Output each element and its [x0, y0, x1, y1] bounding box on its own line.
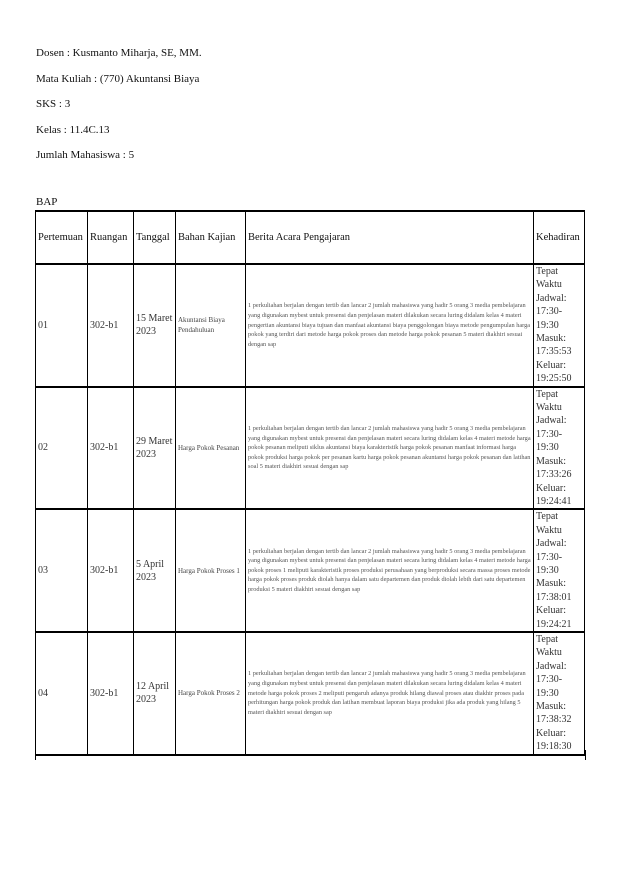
attendance-line: Masuk: — [536, 701, 566, 712]
attendance-line: Waktu — [536, 647, 562, 659]
attendance-line: 17:38:01 — [536, 591, 572, 603]
attendance-line: Jadwal: — [536, 415, 567, 427]
attendance-line: Jadwal: — [536, 660, 567, 672]
meeting-number: 02 — [36, 387, 88, 510]
header-meeting: Pertemuan — [36, 211, 88, 264]
attendance-line: Tepat — [536, 511, 559, 523]
student-count-line: Jumlah Mahasiswa : 5 — [36, 149, 135, 161]
attendance-line: 19:30 — [536, 319, 559, 331]
attendance-line: Waktu — [536, 279, 562, 291]
room-cell: 302-b1 — [88, 387, 134, 510]
report-cell: 1 perkuliahan berjalan dengan tertib dan lancar 2 jumlah mahasiswa yang hadir 5 orang 3 media pembelajaran yang digunakan mybest untuk presensi dan penjelasan materi dilakukan secara luring didalam kelas 4 materi pengertian akuntansi biaya tujuan dan manfaat akuntansi biaya penggolongan biaya metode pengumpulan harga pokok yang terdiri dari metode harga pokok proses dan metode harga pokok pesanan 5 materi diakhiri sesuai dengan sap — [246, 264, 534, 387]
attendance-line: Masuk: — [536, 455, 566, 467]
attendance-line: Keluar: — [536, 605, 566, 617]
course-info — [36, 43, 202, 171]
room-cell: 302-b1 — [88, 509, 134, 632]
attendance-cell — [534, 632, 585, 755]
attendance-line: 19:30 — [536, 687, 559, 699]
attendance-line: Tepat — [536, 266, 559, 277]
report-cell: 1 perkuliahan berjalan dengan tertib dan lancar 2 jumlah mahasiswa yang hadir 5 orang 3 media pembelajaran yang digunakan mybest untuk presensi dan penjelasan materi dilakukan secara luring didalam kelas 4 materi metode harga pokok proses 2 meliputi pengaruh adanya produk hilang diawal proses atau diakhir proses pada perhitungan harga pokok produk dan latihan membuat laporan biaya produksi jika ada produk yang hilang 5 materi diakhiri sesuai dengan sap — [246, 632, 534, 755]
attendance-line: Keluar: — [536, 482, 566, 494]
header-room: Ruangan — [88, 211, 134, 264]
course-line: Mata Kuliah : (770) Akuntansi Biaya — [36, 72, 200, 85]
table-row — [36, 632, 585, 755]
topic-cell: Akuntansi Biaya Pendahuluan — [176, 264, 246, 387]
attendance-line: 17:30- — [536, 428, 563, 440]
date-cell: 15 Maret 2023 — [134, 264, 176, 387]
attendance-line: Keluar: — [536, 727, 566, 739]
attendance-line: 17:30- — [536, 674, 563, 686]
report-cell: 1 perkuliahan berjalan dengan tertib dan lancar 2 jumlah mahasiswa yang hadir 5 orang 3 media pembelajaran yang digunakan mybest untuk presensi dan penjelasan materi secara luring didalam kelas 4 materi metode harga pokok pesanan meliputi siklus akuntansi biaya karakteristik harga pokok pesanan manfaat informasi harga pokok produksi harga pokok per pesanan kartu harga pokok pesanan akuntansi harga pokok pesanan dan latihan soal 5 materi diakhiri sesuai dengan sap — [246, 387, 534, 510]
table-continuation — [35, 750, 586, 760]
header-date: Tanggal — [134, 211, 176, 264]
attendance-line: Masuk: — [536, 578, 566, 590]
header-attendance: Kehadiran — [534, 211, 585, 264]
attendance-line: 19:24:21 — [536, 618, 572, 630]
attendance-cell — [534, 387, 585, 510]
attendance-line: 19:30 — [536, 564, 559, 576]
date-cell: 5 April 2023 — [134, 509, 176, 632]
attendance-line: 17:35:53 — [536, 346, 572, 358]
date-cell: 12 April 2023 — [134, 632, 176, 755]
topic-cell: Harga Pokok Proses 2 — [176, 632, 246, 755]
room-cell: 302-b1 — [88, 632, 134, 755]
attendance-line: Waktu — [536, 524, 562, 536]
meeting-number: 01 — [36, 264, 88, 387]
topic-cell: Harga Pokok Pesanan — [176, 387, 246, 510]
attendance-line: Keluar: — [536, 359, 566, 371]
report-cell: 1 perkuliahan berjalan dengan tertib dan lancar 2 jumlah mahasiswa yang hadir 5 orang 3 media pembelajaran yang digunakan mybest untuk presensi dan penjelasan materi secara luring didalam kelas 4 materi metode harga pokok proses 1 meliputi karakteristik proses produksi perusahaan yang berproduksi secara massa proses metode harga pokok proses produk diolah hanya dalam satu departemen dan produk diolah lebih dari satu departemen produksi 5 materi diakhiri sesuai dengan sap — [246, 509, 534, 632]
class-line: Kelas : 11.4C.13 — [36, 123, 110, 136]
topic-cell: Harga Pokok Proses 1 — [176, 509, 246, 632]
attendance-line: Tepat — [536, 388, 559, 400]
attendance-line: Tepat — [536, 633, 559, 645]
attendance-line: 19:30 — [536, 442, 559, 454]
credits-line: SKS : 3 — [36, 98, 71, 110]
lecturer-line: Dosen : Kusmanto Miharja, SE, MM. — [36, 47, 202, 59]
attendance-line: 19:24:41 — [536, 495, 572, 507]
attendance-line: 19:25:50 — [536, 373, 572, 385]
bap-table — [35, 210, 585, 756]
meeting-number: 03 — [36, 509, 88, 632]
attendance-cell — [534, 509, 585, 632]
attendance-line: 17:30- — [536, 306, 563, 318]
header-report: Berita Acara Pengajaran — [246, 211, 534, 264]
meeting-number: 04 — [36, 632, 88, 755]
date-cell: 29 Maret 2023 — [134, 387, 176, 510]
attendance-line: 17:38:32 — [536, 714, 572, 726]
room-cell: 302-b1 — [88, 264, 134, 387]
attendance-line: Jadwal: — [536, 538, 567, 550]
attendance-line: 17:30- — [536, 551, 563, 563]
table-row — [36, 509, 585, 632]
attendance-line: Masuk: — [536, 333, 566, 345]
header-topic: Bahan Kajian — [176, 211, 246, 264]
table-row — [36, 264, 585, 387]
attendance-line: Waktu — [536, 402, 562, 414]
attendance-line: 17:33:26 — [536, 469, 572, 481]
attendance-line: Jadwal: — [536, 292, 567, 304]
attendance-cell — [534, 264, 585, 387]
section-label-bap: BAP — [36, 196, 58, 208]
table-row — [36, 387, 585, 510]
attendance-line: 19:18:30 — [536, 741, 572, 753]
table-header-row — [36, 211, 585, 264]
